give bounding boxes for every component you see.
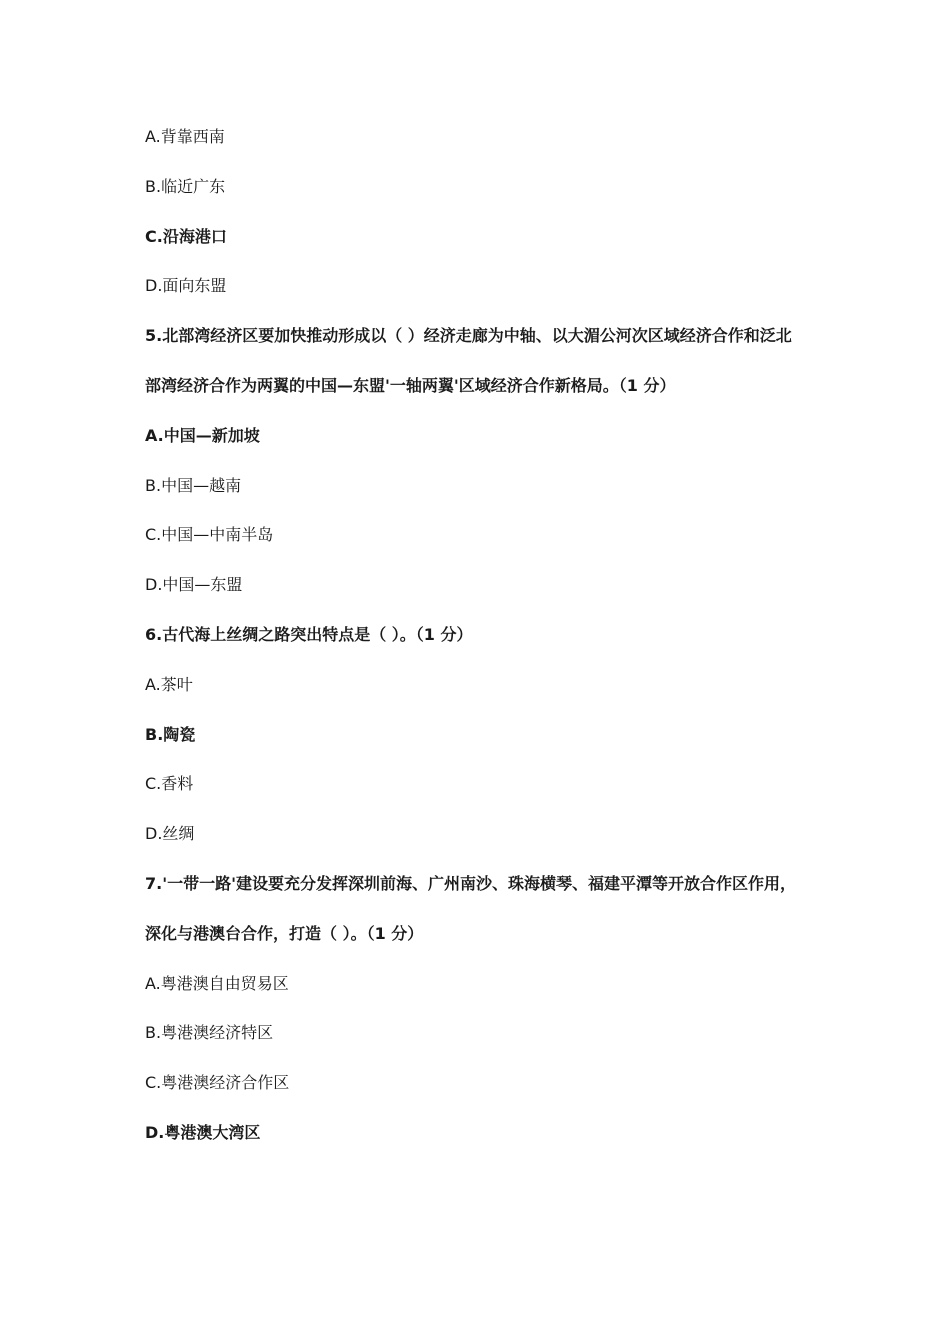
option-7b: B.粤港澳经济特区	[145, 1023, 274, 1043]
option-4c: C.沿海港口	[145, 226, 227, 246]
question-7-line-2: 深化与港澳台合作，打造（ ）。（1 分）	[145, 923, 424, 943]
option-4b: B.临近广东	[145, 176, 226, 196]
option-5d: D.中国—东盟	[145, 575, 243, 595]
option-7a: A.粤港澳自由贸易区	[145, 973, 289, 993]
question-5-line-1: 5.北部湾经济区要加快推动形成以（ ）经济走廊为中轴、以大湄公河次区域经济合作和泛北	[145, 326, 792, 346]
option-6d: D.丝绸	[145, 824, 195, 844]
option-6b: B.陶瓷	[145, 724, 196, 744]
option-4d: D.面向东盟	[145, 276, 227, 296]
question-6: 6.古代海上丝绸之路突出特点是（ ）。（1 分）	[145, 624, 473, 644]
option-6a: A.茶叶	[145, 674, 193, 694]
question-7-line-1: 7.'一带一路'建设要充分发挥深圳前海、广州南沙、珠海横琴、福建平潭等开放合作区作用，	[145, 873, 797, 893]
option-5b: B.中国—越南	[145, 475, 242, 495]
option-4a: A.背靠西南	[145, 127, 225, 146]
question-5-line-2: 部湾经济合作为两翼的中国—东盟'一轴两翼'区域经济合作新格局。（1 分）	[145, 375, 676, 395]
option-6c: C.香料	[145, 774, 194, 794]
option-5c: C.中国—中南半岛	[145, 525, 274, 545]
option-5a: A.中国—新加坡	[145, 425, 260, 445]
option-7c: C.粤港澳经济合作区	[145, 1073, 290, 1093]
option-7d: D.粤港澳大湾区	[145, 1122, 261, 1142]
document-page	[145, 112, 825, 1158]
